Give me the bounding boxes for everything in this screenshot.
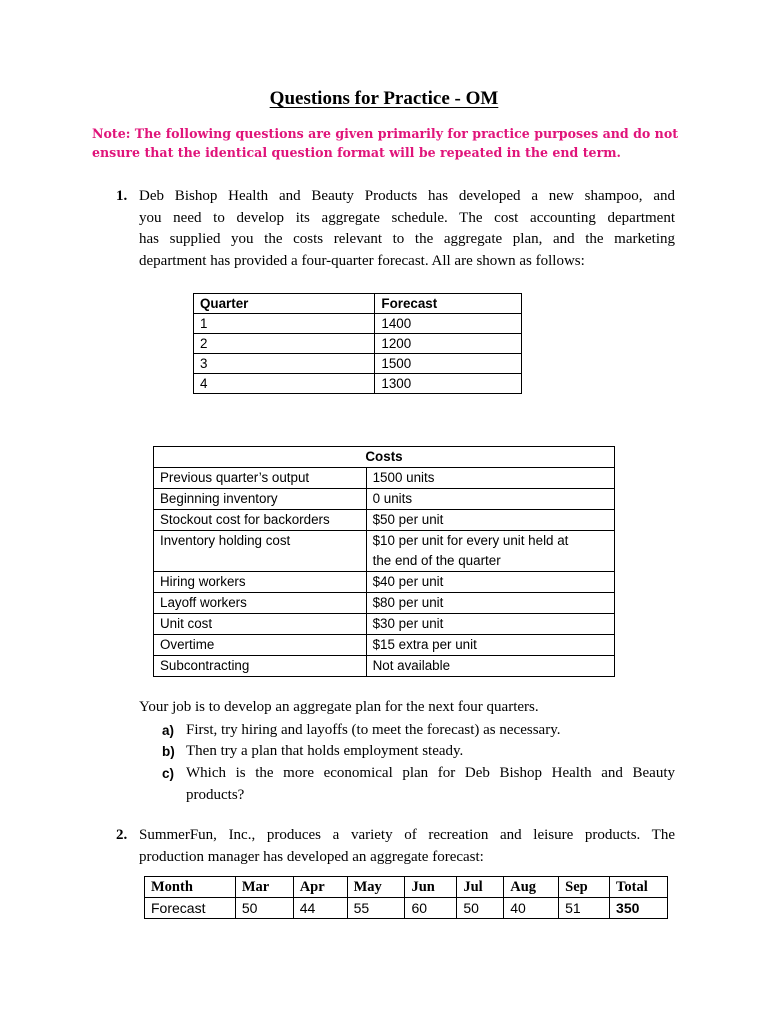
table-row — [154, 468, 615, 489]
table-cell: 2 — [194, 334, 375, 354]
table-cell: 40 — [504, 898, 559, 919]
subquestion-label: c) — [162, 766, 175, 781]
table-cell: $15 extra per unit — [366, 635, 614, 656]
column-header: Jul — [457, 877, 504, 898]
table-header-row — [194, 294, 522, 314]
practice-note: Note: The following questions are given primarily for practice purposes and do not ensure that the identical question format will be repeated in the end term. — [92, 126, 679, 160]
table-row — [154, 531, 615, 572]
question-2-line-2: production manager has developed an aggregate forecast: — [139, 848, 484, 865]
column-header: Month — [145, 877, 236, 898]
monthly-forecast-table — [144, 876, 668, 919]
table-row — [154, 635, 615, 656]
question-1-line-2: you need to develop its aggregate schedule. The cost accounting department — [139, 209, 675, 226]
subquestion-label: a) — [162, 723, 175, 738]
table-row — [194, 334, 522, 354]
table-cell: 1400 — [375, 314, 522, 334]
table-row — [154, 656, 615, 677]
job-intro: Your job is to develop an aggregate plan for the next four quarters. — [139, 699, 539, 715]
table-cell: $40 per unit — [366, 572, 614, 593]
table-cell: 50 — [457, 898, 504, 919]
table-cell: 0 units — [366, 489, 614, 510]
cell-line: $10 per unit for every unit held at — [372, 533, 569, 548]
table-cell: 1500 — [375, 354, 522, 374]
table-cell — [366, 531, 614, 572]
table-row — [154, 572, 615, 593]
table-row — [194, 354, 522, 374]
subquestion-text: products? — [186, 786, 245, 803]
table-cell: Hiring workers — [154, 572, 367, 593]
subquestion-text: Then try a plan that holds employment steady. — [186, 743, 464, 759]
table-header-row — [154, 447, 615, 468]
question-2-line-1: SummerFun, Inc., produces a variety of recreation and leisure products. The — [139, 827, 675, 843]
table-row — [145, 898, 668, 919]
table-cell: $50 per unit — [366, 510, 614, 531]
table-cell: 50 — [235, 898, 293, 919]
table-cell-total: 350 — [610, 898, 668, 919]
column-header: Apr — [293, 877, 347, 898]
table-cell: Unit cost — [154, 614, 367, 635]
table-cell: Forecast — [145, 898, 236, 919]
question-1-line-4: department has provided a four-quarter forecast. All are shown as follows: — [139, 252, 585, 269]
table-row — [194, 374, 522, 394]
table-row — [154, 510, 615, 531]
table-cell: Inventory holding cost — [154, 531, 367, 572]
costs-table — [153, 446, 615, 677]
table-cell: 44 — [293, 898, 347, 919]
table-cell: Stockout cost for backorders — [154, 510, 367, 531]
column-header: Jun — [405, 877, 457, 898]
column-header: Quarter — [194, 294, 375, 314]
table-cell: Previous quarter’s output — [154, 468, 367, 489]
table-cell: Beginning inventory — [154, 489, 367, 510]
column-header: Aug — [504, 877, 559, 898]
subquestion-label: b) — [162, 744, 175, 759]
table-header-row — [145, 877, 668, 898]
question-1-line-3: has supplied you the costs relevant to the aggregate plan, and the marketing — [139, 231, 675, 247]
table-cell: $80 per unit — [366, 593, 614, 614]
costs-heading: Costs — [154, 447, 615, 468]
table-cell: 1 — [194, 314, 375, 334]
table-cell: 1300 — [375, 374, 522, 394]
table-cell: 1500 units — [366, 468, 614, 489]
subquestion-text: Which is the more economical plan for Deb Bishop Health and Beauty — [186, 765, 675, 781]
column-header: Sep — [559, 877, 610, 898]
column-header: Forecast — [375, 294, 522, 314]
table-cell: 1200 — [375, 334, 522, 354]
question-1-line-1: Deb Bishop Health and Beauty Products has developed a new shampoo, and — [139, 188, 675, 204]
table-cell: $30 per unit — [366, 614, 614, 635]
quarter-forecast-table — [193, 293, 522, 394]
page-title: Questions for Practice - OM — [269, 88, 499, 109]
table-row — [154, 614, 615, 635]
table-cell: 3 — [194, 354, 375, 374]
table-row — [154, 593, 615, 614]
table-cell: 60 — [405, 898, 457, 919]
table-cell: Subcontracting — [154, 656, 367, 677]
cell-line: the end of the quarter — [372, 553, 501, 568]
column-header: May — [347, 877, 405, 898]
table-cell: Not available — [366, 656, 614, 677]
table-row — [154, 489, 615, 510]
table-row — [194, 314, 522, 334]
table-cell: 55 — [347, 898, 405, 919]
subquestion-text: First, try hiring and layoffs (to meet the forecast) as necessary. — [186, 722, 561, 738]
column-header: Mar — [235, 877, 293, 898]
column-header: Total — [610, 877, 668, 898]
question-1-number: 1. — [116, 188, 128, 204]
table-cell: Overtime — [154, 635, 367, 656]
table-cell: Layoff workers — [154, 593, 367, 614]
question-2-number: 2. — [116, 827, 128, 843]
table-cell: 51 — [559, 898, 610, 919]
table-cell: 4 — [194, 374, 375, 394]
